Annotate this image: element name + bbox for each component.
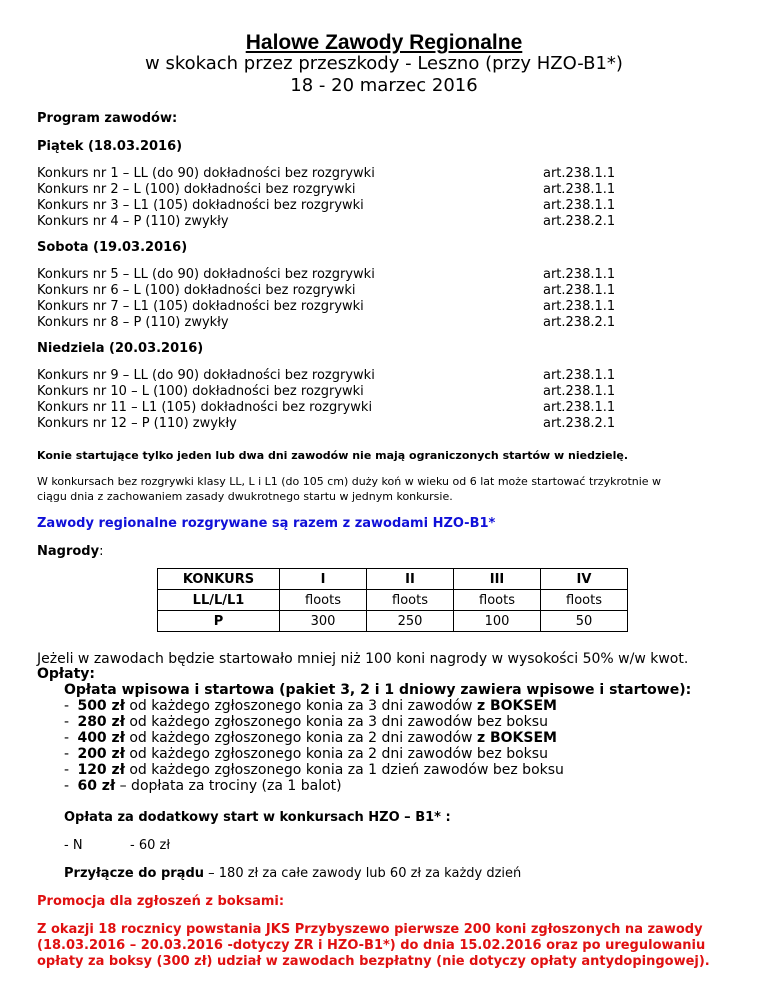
power-fee-label: Przyłącze do prądu [64,866,205,881]
fee-amount: 400 zł [77,730,125,746]
prizes-value-cell: 50 [541,611,628,632]
competition-article: art.238.1.1 [543,166,616,181]
competition-article: art.238.1.1 [543,400,616,415]
promo-line: Z okazji 18 rocznicy powstania JKS Przybyszewo pierwsze 200 koni zgłoszonych na zawody [37,922,703,937]
prize-reduction-note: Jeżeli w zawodach będzie startowało mniej niż 100 koni nagrody w wysokości 50% w/w kwot. [37,651,689,667]
event-dates: 18 - 20 marzec 2016 [290,75,478,96]
table-row [158,590,628,611]
fee-amount: 280 zł [77,714,125,730]
prizes-header-cell: I [280,569,367,590]
day-heading: Niedziela (20.03.2016) [37,341,204,356]
page-subtitle: w skokach przez przeszkody - Leszno (przy HZO-B1*) [145,53,623,74]
promo-heading: Promocja dla zgłoszeń z boksami: [37,894,285,909]
competition-article: art.238.1.1 [543,283,616,298]
prizes-value-cell: 250 [367,611,454,632]
competition-label: Konkurs nr 6 – L (100) dokładności bez rozgrywki [37,283,356,298]
power-fee [64,866,521,882]
competition-article: art.238.1.1 [543,198,616,213]
prizes-class-cell: LL/L/L1 [158,590,280,611]
competition-label: Konkurs nr 8 – P (110) zwykły [37,315,229,330]
list-item: - 60 zł – dopłata za trociny (za 1 balot) [64,778,342,794]
promo-line: opłaty za boksy (300 zł) udział w zawodach bezpłatny (nie dotyczy opłaty antydopingowej). [37,954,710,969]
list-item: - 500 zł od każdego zgłoszonego konia za 3 dni zawodów z BOKSEM [64,698,557,714]
fee-text: od każdego zgłoszonego konia za 2 dni zawodów bez boksu [124,746,548,762]
horses-note: Konie startujące tylko jeden lub dwa dni zawodów nie mają ograniczonych startów w niedzielę. [37,449,628,462]
prizes-value-cell: 100 [454,611,541,632]
prizes-value-cell: floots [541,590,628,611]
competition-label: Konkurs nr 10 – L (100) dokładności bez rozgrywki [37,384,364,399]
program-heading: Program zawodów: [37,111,178,126]
list-item: - 120 zł od każdego zgłoszonego konia za 1 dzień zawodów bez boksu [64,762,564,778]
competition-label: Konkurs nr 9 – LL (do 90) dokładności bez rozgrywki [37,368,375,383]
prizes-value-cell: floots [367,590,454,611]
competition-label: Konkurs nr 11 – L1 (105) dokładności bez rozgrywki [37,400,373,415]
competition-article: art.238.2.1 [543,416,616,431]
page-title: Halowe Zawody Regionalne [245,31,523,54]
regional-note: Zawody regionalne rozgrywane są razem z zawodami HZO-B1* [37,516,496,531]
rule-note-line1: W konkursach bez rozgrywki klasy LL, L i L1 (do 105 cm) duży koń w wieku od 6 lat może startować trzykrotnie w [37,475,662,488]
list-item: - 280 zł od każdego zgłoszonego konia za 3 dni zawodów bez boksu [64,714,548,730]
prizes-heading-colon: : [99,544,104,559]
competition-article: art.238.1.1 [543,299,616,314]
fee-amount: 200 zł [77,746,125,762]
fee-amount: 60 zł [77,778,116,794]
list-item: - 200 zł od każdego zgłoszonego konia za 2 dni zawodów bez boksu [64,746,548,762]
prizes-value-cell: floots [280,590,367,611]
promo-line: (18.03.2016 – 20.03.2016 -dotyczy ZR i HZO-B1*) do dnia 15.02.2016 oraz po uregulowaniu [37,938,706,953]
list-item: - 400 zł od każdego zgłoszonego konia za 2 dni zawodów z BOKSEM [64,730,557,746]
competition-article: art.238.1.1 [543,267,616,282]
day-heading: Sobota (19.03.2016) [37,240,188,255]
competition-label: Konkurs nr 2 – L (100) dokładności bez rozgrywki [37,182,356,197]
prizes-heading-label: Nagrody [37,544,100,559]
competition-article: art.238.2.1 [543,315,616,330]
power-fee-text: – 180 zł za całe zawody lub 60 zł za każdy dzień [204,866,522,881]
prizes-value-cell: floots [454,590,541,611]
competition-article: art.238.2.1 [543,214,616,229]
prizes-header-row [158,569,628,590]
prizes-header-cell: II [367,569,454,590]
fees-heading: Opłaty: [37,666,95,682]
competition-label: Konkurs nr 1 – LL (do 90) dokładności bez rozgrywki [37,166,375,181]
extra-start-heading: Opłata za dodatkowy start w konkursach HZO – B1* : [64,810,451,825]
prizes-heading [37,544,103,560]
fee-text: od każdego zgłoszonego konia za 3 dni zawodów [124,698,477,714]
table-row [158,611,628,632]
fee-tail: z BOKSEM [476,698,557,714]
day-heading: Piątek (18.03.2016) [37,139,183,154]
extra-start-price: - 60 zł [130,838,171,853]
competition-label: Konkurs nr 12 – P (110) zwykły [37,416,237,431]
prizes-header-cell: III [454,569,541,590]
competition-label: Konkurs nr 7 – L1 (105) dokładności bez rozgrywki [37,299,364,314]
competition-article: art.238.1.1 [543,368,616,383]
fee-text: od każdego zgłoszonego konia za 3 dni zawodów bez boksu [124,714,548,730]
rule-note-line2: ciągu dnia z zachowaniem zasady dwukrotnego startu w jednym konkursie. [37,490,453,503]
fee-text: od każdego zgłoszonego konia za 2 dni zawodów [124,730,477,746]
competition-article: art.238.1.1 [543,384,616,399]
prizes-header-cell: KONKURS [158,569,280,590]
extra-start-class: - N [64,838,83,853]
fee-tail: z BOKSEM [476,730,557,746]
fee-amount: 120 zł [77,762,125,778]
competition-article: art.238.1.1 [543,182,616,197]
prizes-table [157,568,628,632]
prizes-header-cell: IV [541,569,628,590]
prizes-class-cell: P [158,611,280,632]
entry-fee-heading: Opłata wpisowa i startowa (pakiet 3, 2 i 1 dniowy zawiera wpisowe i startowe): [64,682,692,698]
competition-label: Konkurs nr 3 – L1 (105) dokładności bez rozgrywki [37,198,364,213]
competition-label: Konkurs nr 5 – LL (do 90) dokładności bez rozgrywki [37,267,375,282]
fee-amount: 500 zł [77,698,125,714]
prizes-value-cell: 300 [280,611,367,632]
fee-text: od każdego zgłoszonego konia za 1 dzień zawodów bez boksu [124,762,564,778]
fee-text: – dopłata za trociny (za 1 balot) [115,778,342,794]
competition-label: Konkurs nr 4 – P (110) zwykły [37,214,229,229]
